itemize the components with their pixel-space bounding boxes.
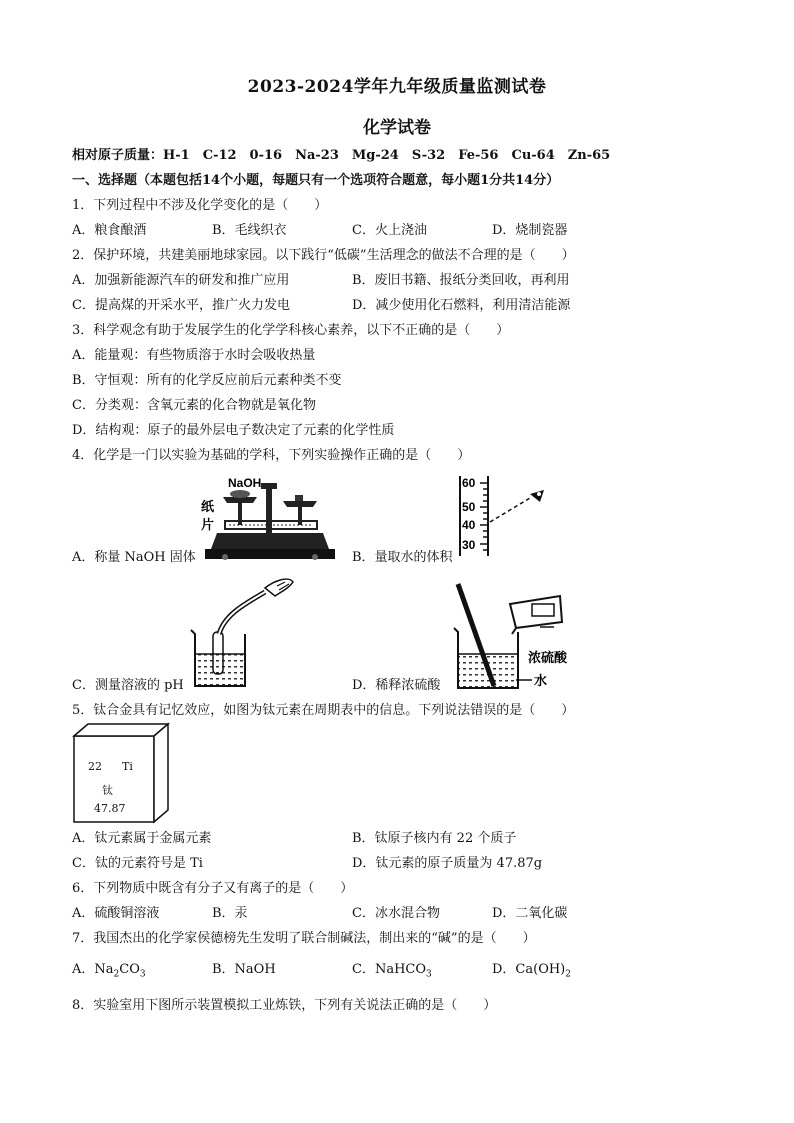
q6-stem: 6．下列物质中既含有分子又有离子的是（ ） (72, 881, 354, 896)
q7-option-b: B．NaOH (212, 962, 276, 977)
q3-option-d: D．结构观：原子的最外层电子数决定了元素的化学性质 (72, 423, 395, 438)
q1-option-a: A．粮食酿酒 (72, 223, 147, 238)
q2-option-d: D．减少使用化石燃料，利用清洁能源 (352, 298, 571, 313)
paper-label-1: 纸 (201, 499, 215, 514)
water-label: 水 (534, 673, 548, 688)
q2-option-c: C．提高煤的开采水平，推广火力发电 (72, 298, 290, 313)
tick-30: 30 (462, 538, 476, 552)
q1-option-d: D．烧制瓷器 (492, 223, 568, 238)
cylinder-figure (454, 474, 564, 558)
q7-option-d: D．$Ca(OH)_2$ (492, 962, 571, 980)
tick-60: 60 (462, 476, 476, 490)
q6-option-b: B．汞 (212, 906, 248, 921)
q4-option-b: B．量取水的体积 (352, 550, 453, 565)
element-name: 钛 (102, 784, 113, 797)
q6-option-a: A．硫酸铜溶液 (72, 906, 160, 921)
exam-title: 2023-2024学年九年级质量监测试卷 (247, 77, 547, 97)
q4-stem: 4．化学是一门以实验为基础的学科，下列实验操作正确的是（ ） (72, 448, 471, 463)
tick-50: 50 (462, 500, 476, 514)
ph-test-figure (185, 574, 305, 690)
section-heading: 一、选择题（本题包括14个小题，每题只有一个选项符合题意，每小题1分共14分） (72, 173, 560, 188)
naoh-label: NaOH (228, 476, 262, 490)
atomic-mass: 47.87 (94, 802, 126, 815)
q2-option-a: A．加强新能源汽车的研发和推广应用 (72, 273, 290, 288)
q3-option-a: A．能量观：有些物质溶于水时会吸收热量 (72, 348, 316, 363)
atomic-number: 22 (88, 760, 102, 773)
tick-40: 40 (462, 518, 476, 532)
acid-label: 浓硫酸 (528, 650, 568, 665)
q5-option-b: B．钛原子核内有 22 个质子 (352, 831, 517, 846)
balance-figure (195, 473, 335, 568)
q1-option-c: C．火上浇油 (352, 223, 427, 238)
q5-option-c: C．钛的元素符号是 Ti (72, 856, 203, 871)
paper-label-2: 片 (201, 517, 215, 532)
q3-option-b: B．守恒观：所有的化学反应前后元素种类不变 (72, 373, 342, 388)
q2-option-b: B．废旧书籍、报纸分类回收，再利用 (352, 273, 570, 288)
q5-option-a: A．钛元素属于金属元素 (72, 831, 212, 846)
q6-option-c: C．冰水混合物 (352, 906, 440, 921)
q4-option-c: C．测量溶液的 pH (72, 678, 184, 693)
q4-option-d: D．稀释浓硫酸 (352, 678, 441, 693)
atomic-mass-line: 相对原子质量：H-1 C-12 0-16 Na-23 Mg-24 S-32 Fe-56 Cu-64 Zn-65 (72, 148, 611, 163)
q6-option-d: D．二氧化碳 (492, 906, 568, 921)
q3-stem: 3．科学观念有助于发展学生的化学学科核心素养，以下不正确的是（ ） (72, 323, 510, 338)
exam-subtitle: 化学试卷 (363, 118, 431, 138)
q3-option-c: C．分类观：含氧元素的化合物就是氧化物 (72, 398, 316, 413)
q8-stem: 8．实验室用下图所示装置模拟工业炼铁，下列有关说法正确的是（ ） (72, 998, 497, 1013)
q5-stem: 5．钛合金具有记忆效应，如图为钛元素在周期表中的信息。下列说法错误的是（ ） (72, 703, 575, 718)
q7-stem: 7．我国杰出的化学家侯德榜先生发明了联合制碱法，制出来的“碱”的是（ ） (72, 931, 536, 946)
q7-option-c: C．NaHCO$_3$ (352, 962, 432, 980)
q5-option-d: D．钛元素的原子质量为 47.87g (352, 856, 543, 871)
dilution-figure (450, 582, 610, 692)
q1-stem: 1．下列过程中不涉及化学变化的是（ ） (72, 198, 328, 213)
element-cell (72, 722, 170, 824)
q2-stem: 2．保护环境，共建美丽地球家园。以下践行“低碳”生活理念的做法不合理的是（ ） (72, 248, 575, 263)
q7-option-a: A．$Na_2CO_3$ (72, 962, 146, 980)
q1-option-b: B．毛线织衣 (212, 223, 287, 238)
q4-option-a: A．称量 NaOH 固体 (72, 550, 196, 565)
element-symbol: Ti (122, 760, 133, 773)
